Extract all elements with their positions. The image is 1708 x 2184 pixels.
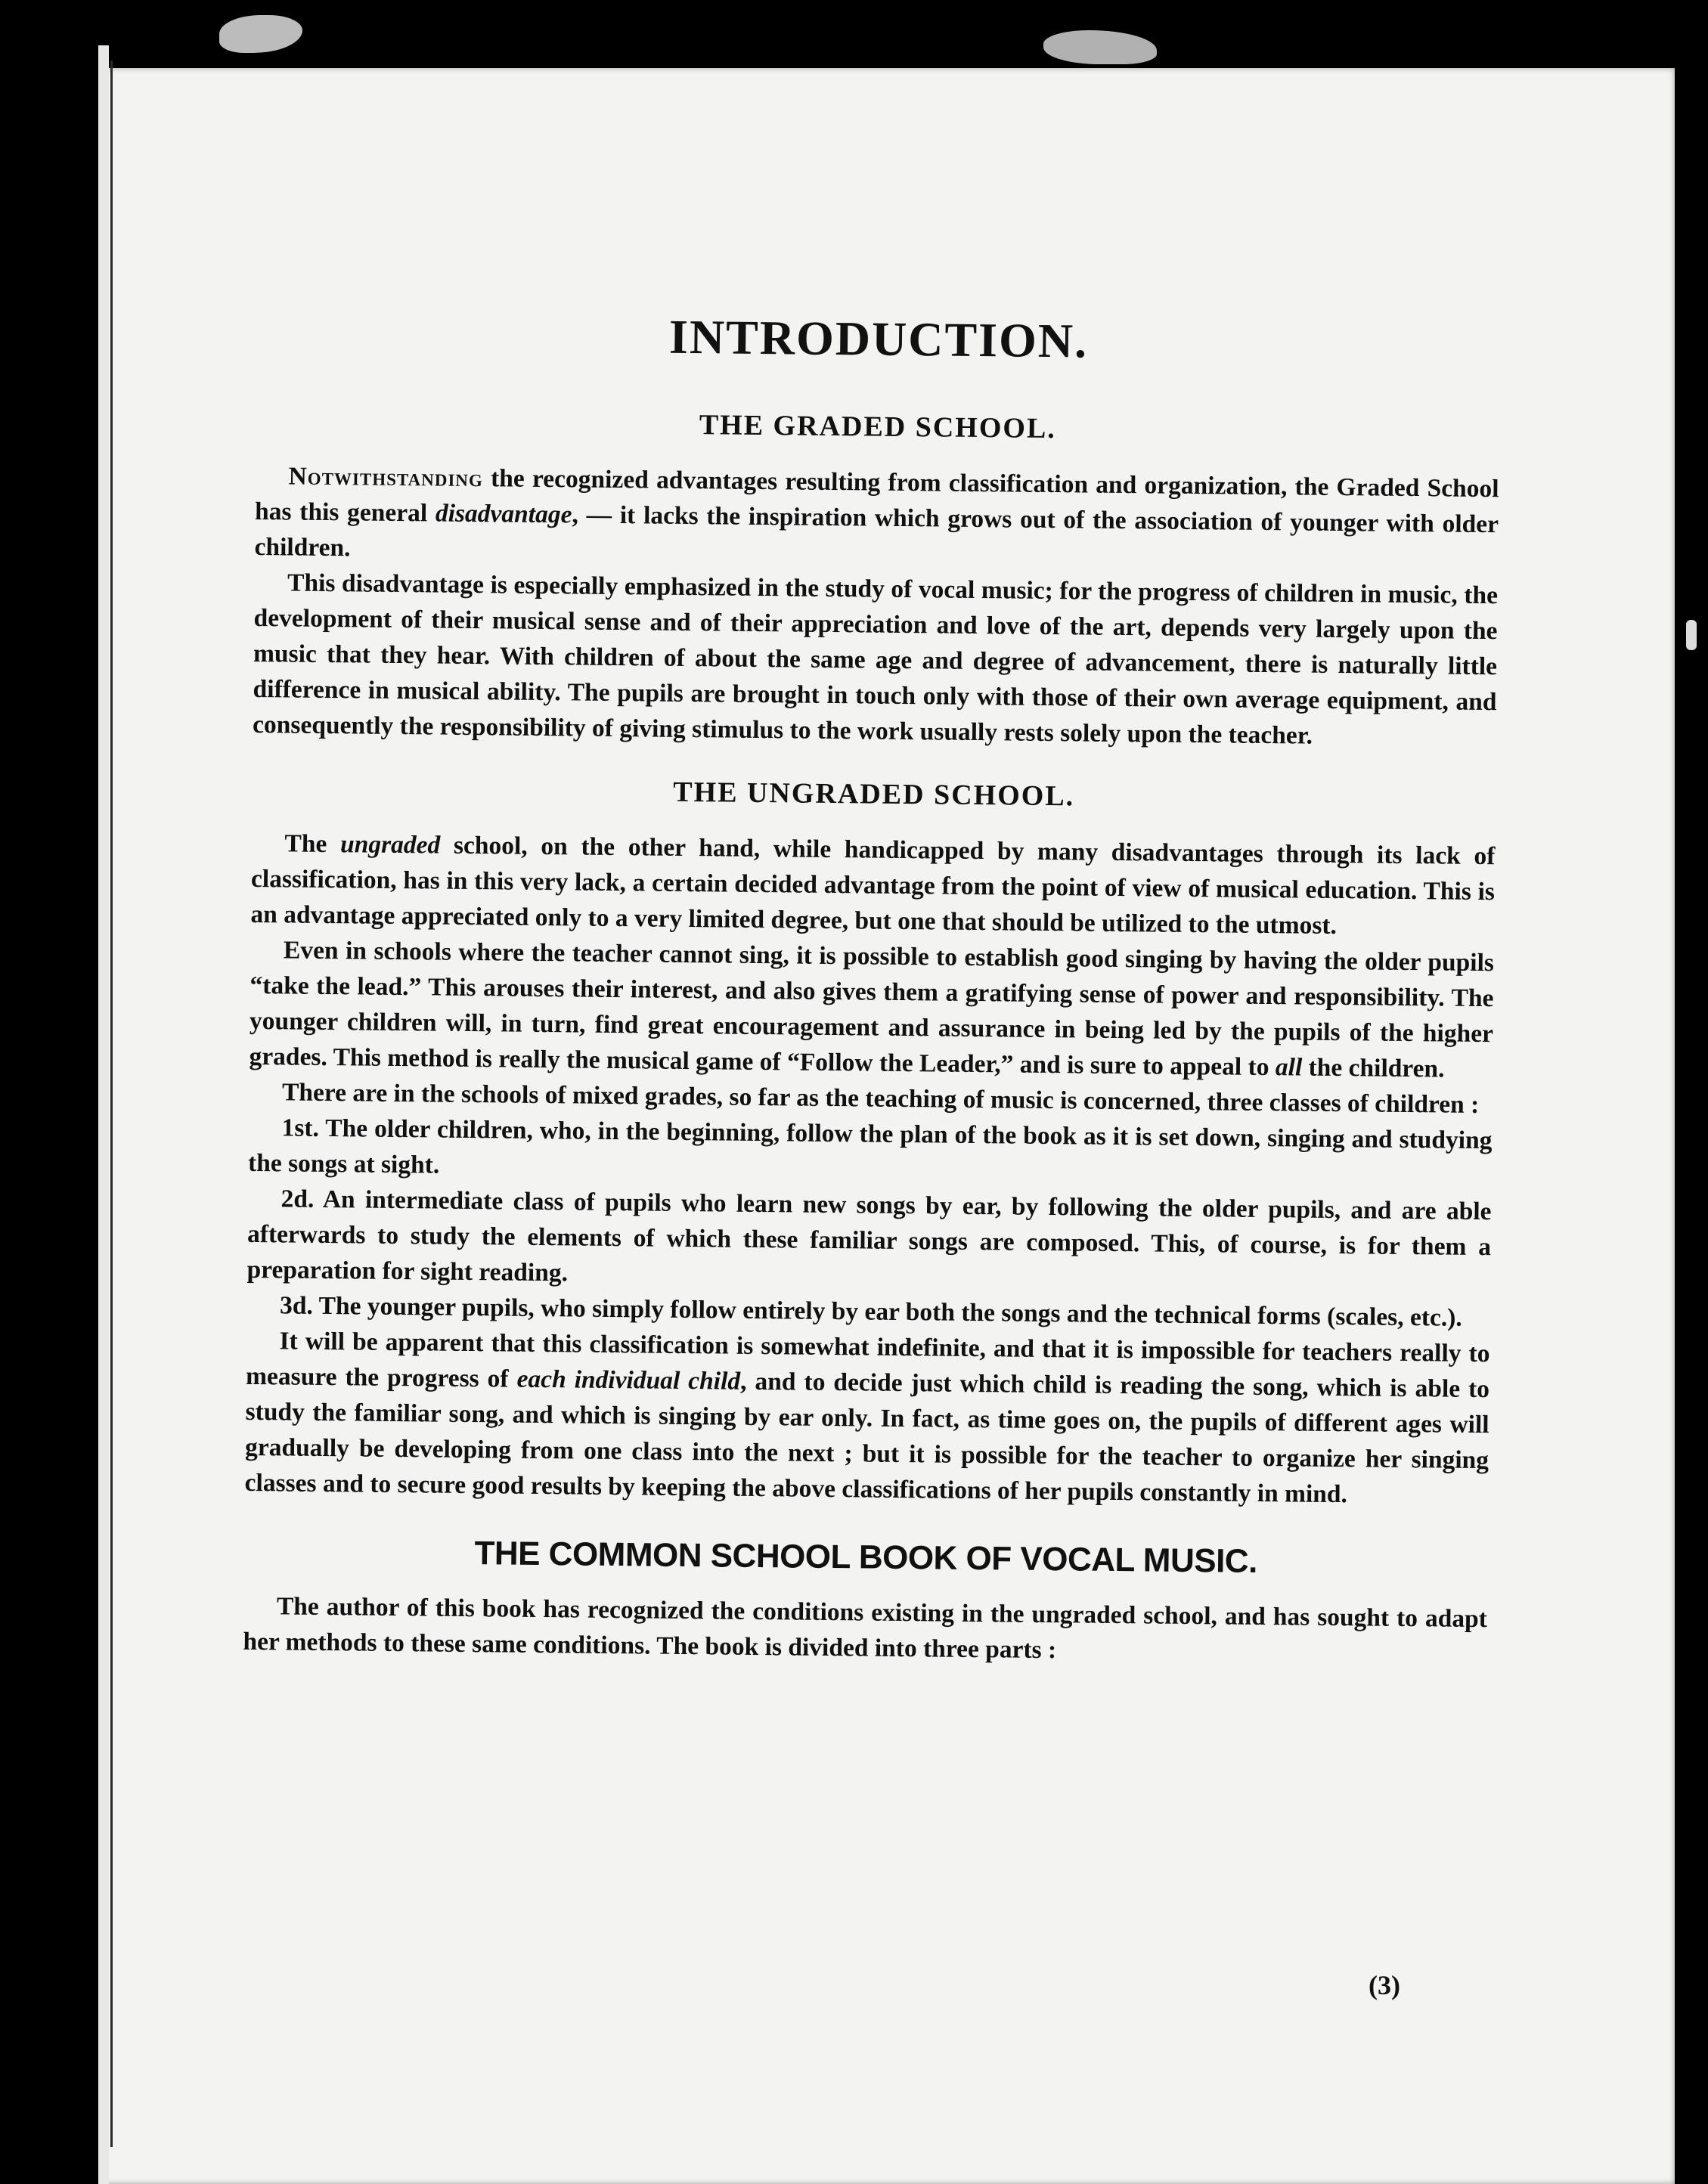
paragraph — [254, 458, 1499, 578]
emphasis: disadvantage — [435, 499, 572, 529]
page-edge — [98, 45, 109, 2184]
text-run: the children. — [1302, 1053, 1445, 1083]
paragraph: The author of this book has recognized the conditions existing in the ungraded school, and has sought to adapt her methods to these same conditions. The book is divided into three parts : — [243, 1592, 1488, 1665]
scan-smudge — [219, 15, 302, 53]
text-run: , and to decide just which child is reading the song, which is able to study the familiar song, and which is singing by ear only. In fact, as time goes on, the pupils of different ages will gradually be developing from one class into the next ; but it is possible for the teacher to organize her singing classes and to secure good results by keeping the above classifications of her pupils constantly in mind. — [244, 1367, 1490, 1509]
binding-line — [110, 60, 113, 2147]
emphasis: ungraded — [339, 830, 441, 860]
paragraph — [250, 826, 1495, 945]
section-heading-book: THE COMMON SCHOOL BOOK OF VOCAL MUSIC. — [474, 1535, 1258, 1580]
text-run: , — it lacks the inspiration which grows out of the association of younger with older children. — [254, 500, 1499, 562]
list-item: 3d. The younger pupils, who simply follow entirely by ear both the songs and the technical forms (scales, etc.). — [279, 1291, 1462, 1332]
emphasis: all — [1275, 1053, 1303, 1082]
page-number: (3) — [1369, 1970, 1400, 2000]
text-run: It will be apparent that this classification is somewhat indefinite, and that it is impossible for teachers really to measure the progress of — [245, 1327, 1490, 1393]
paragraph — [244, 1323, 1489, 1513]
text-run: Even in schools where the teacher cannot sing, it is possible to establish good singing by having the older pupils “take the lead.” This arouses their interest, and also gives them a gratifying sense of power and responsibility. The younger children will, in turn, find great encouragement and assurance in being led by the pupils of the higher grades. This method is really the musical game of “Follow the Leader,” and is sure to appeal to — [249, 936, 1495, 1082]
list-item: 1st. The older children, who, in the beginning, follow the plan of the book as it is set down, singing and studying the songs at sight. — [247, 1114, 1493, 1179]
scan-smudge — [1043, 30, 1157, 64]
section-heading-ungraded: THE UNGRADED SCHOOL. — [673, 776, 1075, 813]
paragraph: This disadvantage is especially emphasized in the study of vocal music; for the progress of children in music, the development of their musical sense and of their appreciation and love of the art, depends very largely upon the music that they hear. With children of about the same age and degree of advancement, there is naturally little difference in musical ability. The pupils are brought in touch only with those of their own average equipment, and consequently the responsibility of giving stimulus to the work usually rests solely upon the teacher. — [252, 568, 1499, 750]
page-title: INTRODUCTION. — [668, 309, 1089, 368]
section-heading-graded: THE GRADED SCHOOL. — [699, 409, 1057, 445]
text-run: the recognized advantages resulting from classification and organization, the Graded School has this general — [254, 464, 1499, 528]
page-edge-mark — [1686, 620, 1697, 650]
text-run: school, on the other hand, while handicapped by many disadvantages through its lack of classification, has in this very lack, a certain decided advantage from the point of view of musical education. This is an advantage appreciated only to a very limited degree, but one that should be utilized to the utmost. — [250, 831, 1496, 940]
lead-word: Notwithstanding — [288, 462, 484, 493]
list-item: 2d. An intermediate class of pupils who learn new songs by ear, by following the older pupils, and are able afterwards to study the elements of which these familiar songs are composed. This, of course, is for them a preparation for sight reading. — [246, 1185, 1492, 1287]
emphasis: each individual child — [516, 1365, 741, 1396]
page-content — [243, 302, 1501, 1672]
paragraph — [249, 932, 1494, 1087]
text-run: The — [284, 829, 341, 859]
paragraph: There are in the schools of mixed grades, so far as the teaching of music is concerned, three classes of children : — [281, 1078, 1480, 1119]
scan-border — [0, 0, 98, 2184]
